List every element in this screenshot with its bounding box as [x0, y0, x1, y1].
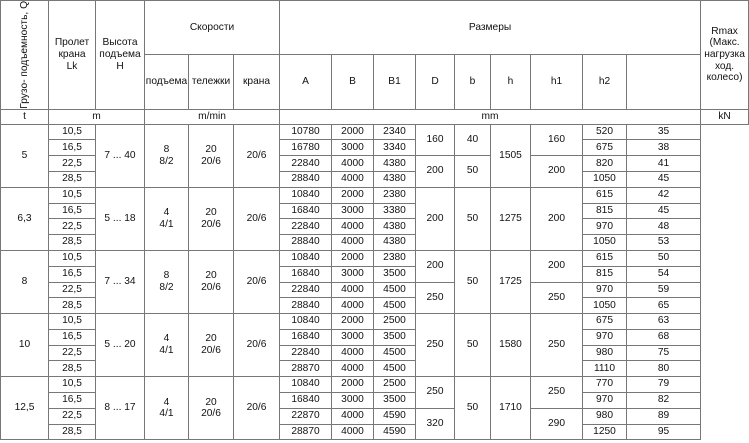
- rmax-cell: 35: [627, 124, 701, 140]
- dim-h2-cell: 615: [583, 250, 627, 266]
- dim-b1-cell: 4380: [374, 156, 416, 172]
- speed-crane-cell: 20/6: [234, 314, 280, 377]
- dim-b1-cell: 3380: [374, 203, 416, 219]
- dim-b-cell: 2000: [332, 187, 374, 203]
- dim-d-cell: 200: [416, 187, 455, 250]
- span-cell: 16,5: [49, 203, 96, 219]
- span-cell: 28,5: [49, 235, 96, 251]
- dim-b-cell: 4000: [332, 156, 374, 172]
- header-speeds: Скорости: [145, 1, 280, 55]
- dim-h-cell: 1580: [491, 314, 531, 377]
- dim-h1-cell: 200: [531, 187, 583, 250]
- dim-h2-cell: 815: [583, 266, 627, 282]
- span-cell: 16,5: [49, 329, 96, 345]
- rmax-cell: 65: [627, 298, 701, 314]
- rmax-cell: 48: [627, 219, 701, 235]
- dim-a-cell: 28840: [280, 235, 332, 251]
- table-row: [1, 250, 749, 258]
- dim-d-cell: 250: [416, 282, 455, 314]
- rmax-cell: 95: [627, 424, 701, 440]
- dim-h2-cell: 1050: [583, 298, 627, 314]
- rmax-cell: 89: [627, 408, 701, 424]
- dim-a-cell: 28870: [280, 424, 332, 440]
- capacity-cell: 5: [1, 124, 49, 187]
- capacity-cell: 8: [1, 250, 49, 313]
- capacity-cell: 12,5: [1, 377, 49, 440]
- rmax-cell: 54: [627, 266, 701, 282]
- dim-b1-cell: 4500: [374, 345, 416, 361]
- rmax-cell: 38: [627, 140, 701, 156]
- dim-h2-cell: 615: [583, 187, 627, 203]
- lift-height-cell: 5 ... 18: [96, 187, 145, 250]
- dim-b1-cell: 4590: [374, 424, 416, 440]
- dim-h2-cell: 675: [583, 314, 627, 330]
- rmax-cell: 42: [627, 187, 701, 203]
- dim-b-cell: 2000: [332, 377, 374, 393]
- unit-m: m: [49, 109, 145, 124]
- header-dim-b1: B1: [374, 55, 416, 109]
- dim-h2-cell: 770: [583, 377, 627, 393]
- dim-a-cell: 28840: [280, 298, 332, 314]
- dim-b1-cell: 4380: [374, 235, 416, 251]
- span-cell: 10,5: [49, 314, 96, 330]
- dim-h2-cell: 520: [583, 124, 627, 140]
- capacity-cell: 10: [1, 314, 49, 377]
- dim-h2-cell: 1050: [583, 172, 627, 188]
- dim-a-cell: 22840: [280, 156, 332, 172]
- dim-a-cell: 16840: [280, 392, 332, 408]
- dim-h2-cell: 980: [583, 408, 627, 424]
- dim-a-cell: 10780: [280, 124, 332, 140]
- dim-h1-cell: 160: [531, 124, 583, 156]
- dim-b1-cell: 2340: [374, 124, 416, 140]
- dim-d-cell: 250: [416, 314, 455, 377]
- dim-b-cell: 2000: [332, 250, 374, 266]
- dim-d-cell: 200: [416, 250, 455, 282]
- dim-d-cell: 160: [416, 124, 455, 156]
- lift-height-cell: 7 ... 40: [96, 124, 145, 187]
- span-cell: 10,5: [49, 377, 96, 393]
- dim-b-cell: 3000: [332, 266, 374, 282]
- dim-h2-cell: 980: [583, 345, 627, 361]
- rmax-cell: 63: [627, 314, 701, 330]
- header-dim-d: D: [416, 55, 455, 109]
- dim-b1-cell: 4500: [374, 282, 416, 298]
- lift-height-cell: 7 ... 34: [96, 250, 145, 313]
- dim-a-cell: 28840: [280, 172, 332, 188]
- speed-trolley-cell: 20 20/6: [189, 124, 234, 187]
- dim-b1-cell: 4380: [374, 172, 416, 188]
- span-cell: 22,5: [49, 408, 96, 424]
- dim-d-cell: 200: [416, 156, 455, 188]
- span-cell: 10,5: [49, 124, 96, 140]
- dim-b1-cell: 4500: [374, 298, 416, 314]
- dim-a-cell: 10840: [280, 377, 332, 393]
- rmax-cell: 41: [627, 156, 701, 172]
- dim-h-cell: 1725: [491, 250, 531, 313]
- dim-h1-cell: 250: [531, 314, 583, 377]
- span-cell: 22,5: [49, 345, 96, 361]
- span-cell: 10,5: [49, 250, 96, 266]
- rmax-cell: 45: [627, 172, 701, 188]
- span-cell: 28,5: [49, 361, 96, 377]
- dim-b-small-cell: 50: [455, 314, 491, 377]
- dim-b1-cell: 3500: [374, 392, 416, 408]
- span-cell: 16,5: [49, 266, 96, 282]
- span-cell: 10,5: [49, 187, 96, 203]
- rmax-cell: 50: [627, 250, 701, 266]
- unit-mm: mm: [280, 109, 701, 124]
- speed-crane-cell: 20/6: [234, 250, 280, 313]
- header-dim-h1: h1: [531, 55, 583, 109]
- rmax-cell: 75: [627, 345, 701, 361]
- dim-h2-cell: 1110: [583, 361, 627, 377]
- span-cell: 28,5: [49, 424, 96, 440]
- dim-h-cell: 1275: [491, 187, 531, 250]
- dim-b-cell: 4000: [332, 235, 374, 251]
- dim-b1-cell: 4380: [374, 219, 416, 235]
- dim-h1-cell: 200: [531, 156, 583, 188]
- dim-h2-cell: 675: [583, 140, 627, 156]
- span-cell: 22,5: [49, 282, 96, 298]
- dim-b-cell: 4000: [332, 219, 374, 235]
- span-cell: 22,5: [49, 156, 96, 172]
- dim-b1-cell: 2380: [374, 187, 416, 203]
- header-span: Пролет крана Lk: [49, 1, 96, 110]
- header-dim-b-small: b: [455, 55, 491, 109]
- dim-h-cell: 1710: [491, 377, 531, 440]
- dim-h2-cell: 970: [583, 219, 627, 235]
- dim-h1-cell: 250: [531, 377, 583, 409]
- dim-b1-cell: 4500: [374, 361, 416, 377]
- dim-a-cell: 22870: [280, 408, 332, 424]
- dim-a-cell: 22840: [280, 282, 332, 298]
- dim-b-cell: 2000: [332, 314, 374, 330]
- dim-h2-cell: 1250: [583, 424, 627, 440]
- rmax-cell: 82: [627, 392, 701, 408]
- speed-lift-cell: 4 4/1: [145, 377, 189, 440]
- dim-a-cell: 22840: [280, 219, 332, 235]
- span-cell: 28,5: [49, 298, 96, 314]
- speed-trolley-cell: 20 20/6: [189, 187, 234, 250]
- table-row: [1, 314, 749, 322]
- rmax-cell: 79: [627, 377, 701, 393]
- lift-height-cell: 8 ... 17: [96, 377, 145, 440]
- speed-trolley-cell: 20 20/6: [189, 377, 234, 440]
- dim-a-cell: 16780: [280, 140, 332, 156]
- dim-b-cell: 2000: [332, 124, 374, 140]
- dim-b1-cell: 3500: [374, 266, 416, 282]
- speed-trolley-cell: 20 20/6: [189, 250, 234, 313]
- dim-b-cell: 3000: [332, 140, 374, 156]
- span-cell: 22,5: [49, 219, 96, 235]
- rmax-cell: 59: [627, 282, 701, 298]
- dim-b-small-cell: 50: [455, 187, 491, 250]
- unit-kn: kN: [701, 109, 749, 124]
- rmax-cell: 53: [627, 235, 701, 251]
- table-row: [1, 124, 749, 132]
- dim-b-cell: 4000: [332, 172, 374, 188]
- header-lift-height: Высота подъема H: [96, 1, 145, 110]
- table-row: [1, 377, 749, 385]
- dim-b1-cell: 2500: [374, 314, 416, 330]
- dim-h2-cell: 970: [583, 282, 627, 298]
- dim-b-cell: 4000: [332, 408, 374, 424]
- table-row: [1, 187, 749, 195]
- dim-a-cell: 10840: [280, 250, 332, 266]
- dim-h-cell: 1505: [491, 124, 531, 187]
- capacity-cell: 6,3: [1, 187, 49, 250]
- header-dim-b: B: [332, 55, 374, 109]
- dim-d-cell: 250: [416, 377, 455, 409]
- speed-crane-cell: 20/6: [234, 377, 280, 440]
- dim-b1-cell: 2500: [374, 377, 416, 393]
- dim-a-cell: 22840: [280, 345, 332, 361]
- dim-h2-cell: 820: [583, 156, 627, 172]
- dim-a-cell: 28870: [280, 361, 332, 377]
- speed-lift-cell: 8 8/2: [145, 250, 189, 313]
- header-speed-lift: подъема: [145, 55, 189, 109]
- dim-a-cell: 16840: [280, 266, 332, 282]
- dim-b1-cell: 3340: [374, 140, 416, 156]
- rmax-cell: 45: [627, 203, 701, 219]
- dim-d-cell: 320: [416, 408, 455, 440]
- dim-b-cell: 4000: [332, 424, 374, 440]
- header-dimensions: Размеры: [280, 1, 701, 55]
- dim-b-cell: 4000: [332, 345, 374, 361]
- speed-lift-cell: 4 4/1: [145, 187, 189, 250]
- span-cell: 16,5: [49, 392, 96, 408]
- header-dim-h2: h2: [583, 55, 627, 109]
- rmax-cell: 68: [627, 329, 701, 345]
- dim-h1-cell: 290: [531, 408, 583, 440]
- speed-lift-cell: 4 4/1: [145, 314, 189, 377]
- dim-b-cell: 4000: [332, 282, 374, 298]
- speed-crane-cell: 20/6: [234, 124, 280, 187]
- header-speed-crane: крана: [234, 55, 280, 109]
- header-dim-a: A: [280, 55, 332, 109]
- dim-b-cell: 4000: [332, 298, 374, 314]
- dim-a-cell: 10840: [280, 314, 332, 330]
- dim-h1-cell: 200: [531, 250, 583, 282]
- table-body: [1, 124, 749, 440]
- dim-b-cell: 4000: [332, 361, 374, 377]
- dim-b-small-cell: 50: [455, 377, 491, 440]
- dim-a-cell: 16840: [280, 203, 332, 219]
- dim-h1-cell: 250: [531, 282, 583, 314]
- span-cell: 28,5: [49, 172, 96, 188]
- dim-b-cell: 3000: [332, 329, 374, 345]
- dim-b1-cell: 3500: [374, 329, 416, 345]
- header-dim-h: h: [491, 55, 531, 109]
- dim-h2-cell: 1050: [583, 235, 627, 251]
- dim-h2-cell: 815: [583, 203, 627, 219]
- dim-b1-cell: 4590: [374, 408, 416, 424]
- dim-b-cell: 3000: [332, 392, 374, 408]
- rmax-cell: 80: [627, 361, 701, 377]
- lift-height-cell: 5 ... 20: [96, 314, 145, 377]
- speed-trolley-cell: 20 20/6: [189, 314, 234, 377]
- speed-lift-cell: 8 8/2: [145, 124, 189, 187]
- dim-b-small-cell: 50: [455, 156, 491, 188]
- header-capacity: Грузо- подъемность, Q: [1, 1, 49, 110]
- speed-crane-cell: 20/6: [234, 187, 280, 250]
- unit-mmin: m/min: [145, 109, 280, 124]
- dim-a-cell: 16840: [280, 329, 332, 345]
- dim-b-small-cell: 50: [455, 250, 491, 313]
- span-cell: 16,5: [49, 140, 96, 156]
- dim-b1-cell: 2380: [374, 250, 416, 266]
- header-speed-trolley: тележки: [189, 55, 234, 109]
- dim-h2-cell: 970: [583, 392, 627, 408]
- unit-t: t: [1, 109, 49, 124]
- dim-h2-cell: 970: [583, 329, 627, 345]
- header-rmax: Rmax (Макс. нагрузка ход. колесо): [701, 1, 749, 110]
- dim-b-small-cell: 40: [455, 124, 491, 156]
- dim-a-cell: 10840: [280, 187, 332, 203]
- dim-b-cell: 3000: [332, 203, 374, 219]
